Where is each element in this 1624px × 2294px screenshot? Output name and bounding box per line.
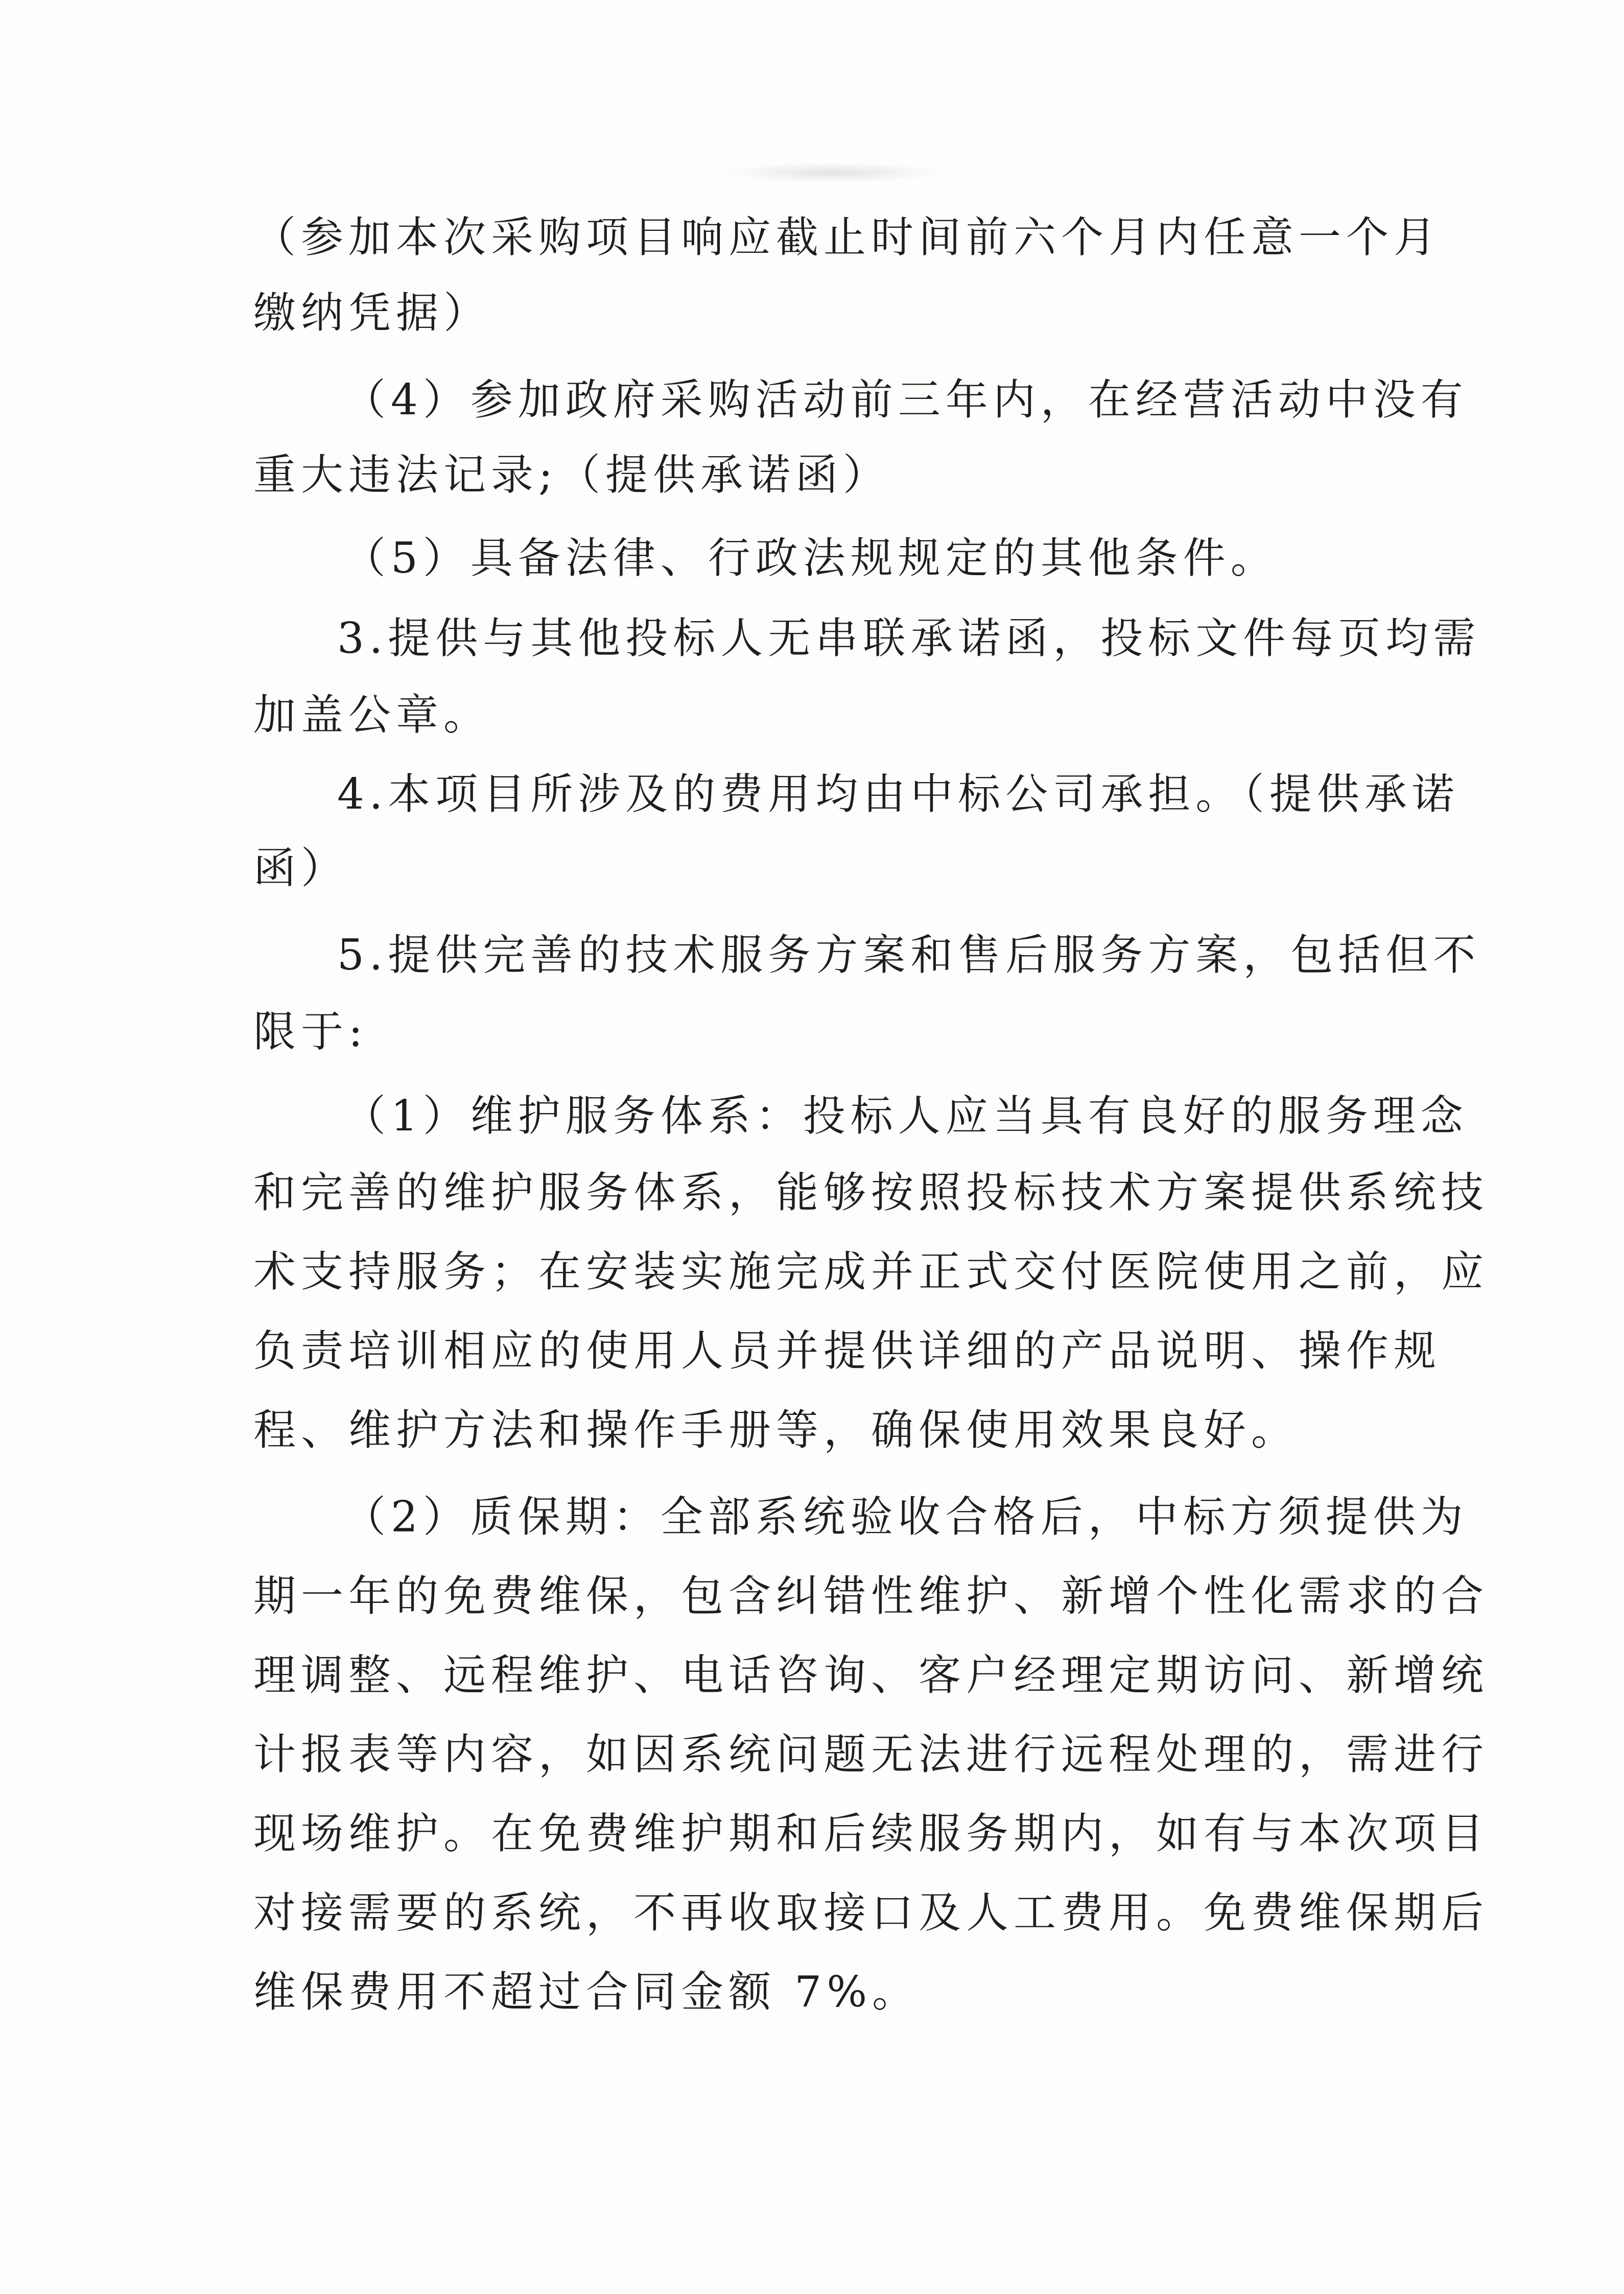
scan-smudge [725, 162, 940, 183]
text-line-2: 缴纳凭据） [253, 288, 491, 338]
text-line-14: 术支持服务；在安装实施完成并正式交付医院使用之前，应 [253, 1247, 1489, 1296]
text-line-15: 负责培训相应的使用人员并提供详细的产品说明、操作规 [253, 1326, 1441, 1376]
text-line-8: 4.本项目所涉及的费用均由中标公司承担。（提供承诺 [337, 769, 1460, 819]
text-line-13: 和完善的维护服务体系，能够按照投标技术方案提供系统技 [253, 1168, 1489, 1217]
text-line-7: 加盖公章。 [253, 690, 491, 740]
text-line-4: 重大违法记录;（提供承诺函） [253, 450, 890, 500]
text-line-22: 对接需要的系统，不再收取接口及人工费用。免费维保期后 [253, 1888, 1489, 1937]
text-line-18: 期一年的免费维保，包含纠错性维护、新增个性化需求的合 [253, 1571, 1489, 1621]
text-line-23: 维保费用不超过合同金额 7%。 [253, 1967, 920, 2017]
text-line-19: 理调整、远程维护、电话咨询、客户经理定期访问、新增统 [253, 1650, 1489, 1700]
text-line-12: （1）维护服务体系：投标人应当具有良好的服务理念 [343, 1091, 1468, 1141]
text-line-10: 5.提供完善的技术服务方案和售后服务方案，包括但不 [337, 930, 1481, 980]
text-line-5: （5）具备法律、行政法规规定的其他条件。 [343, 533, 1278, 583]
text-line-3: （4）参加政府采购活动前三年内，在经营活动中没有 [343, 375, 1468, 424]
text-line-16: 程、维护方法和操作手册等，确保使用效果良好。 [253, 1405, 1299, 1455]
text-line-17: （2）质保期：全部系统验收合格后，中标方须提供为 [343, 1492, 1468, 1542]
text-line-11: 限于: [253, 1007, 368, 1056]
text-line-6: 3.提供与其他投标人无串联承诺函，投标文件每页均需 [337, 613, 1481, 663]
text-line-20: 计报表等内容，如因系统问题无法进行远程处理的，需进行 [253, 1730, 1489, 1779]
text-line-21: 现场维护。在免费维护期和后续服务期内，如有与本次项目 [253, 1809, 1489, 1858]
text-line-1: （参加本次采购项目响应截止时间前六个月内任意一个月 [253, 212, 1441, 262]
text-line-9: 函） [253, 843, 348, 893]
